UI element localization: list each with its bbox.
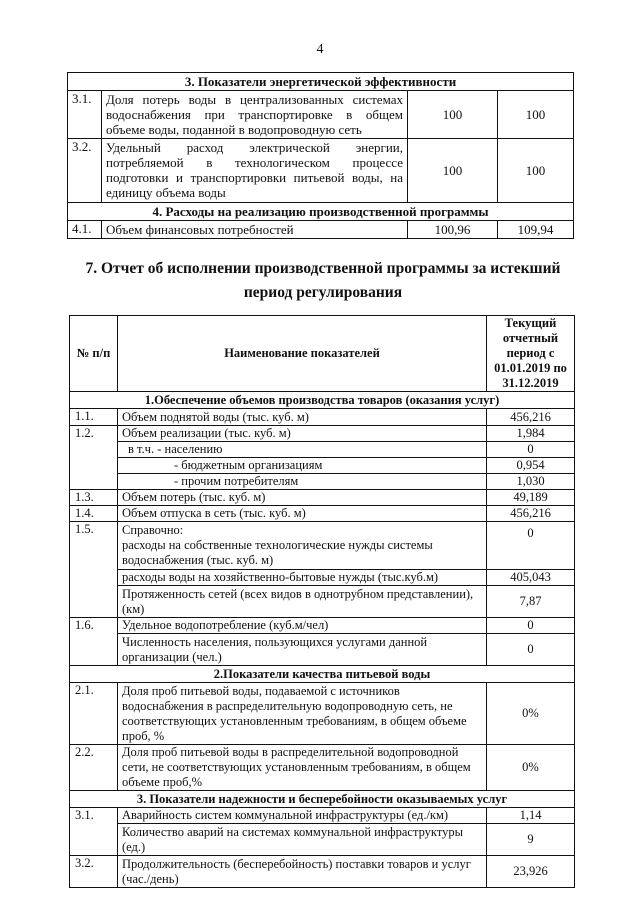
row-text: Доля проб питьевой воды, подаваемой с источников водоснабжения в распределительную водопроводную сеть, не соответствующих установленным требованиям, в общем объеме проб, % bbox=[118, 683, 487, 745]
header-name: Наименование показателей bbox=[118, 316, 487, 392]
row-number: 1.4. bbox=[70, 506, 118, 522]
header-num: № п/п bbox=[70, 316, 118, 392]
row-text-caption: Справочно: bbox=[122, 523, 184, 537]
table-row bbox=[70, 856, 575, 888]
table-row bbox=[68, 221, 574, 239]
section-4-title: 4. Расходы на реализацию производственной программы bbox=[68, 203, 574, 221]
table-row bbox=[70, 474, 575, 490]
row-text: Объем реализации (тыс. куб. м) bbox=[118, 426, 487, 442]
table-row bbox=[70, 409, 575, 426]
energy-efficiency-table bbox=[67, 72, 574, 239]
row-text: Объем потерь (тыс. куб. м) bbox=[118, 490, 487, 506]
row-value: 7,87 bbox=[487, 586, 575, 618]
row-value: 23,926 bbox=[487, 856, 575, 888]
row-text: Протяженность сетей (всех видов в однотрубном представлении), (км) bbox=[118, 586, 487, 618]
row-number: 1.5. bbox=[70, 522, 118, 570]
section-1-header-row bbox=[70, 392, 575, 409]
row-text: Объем отпуска в сеть (тыс. куб. м) bbox=[118, 506, 487, 522]
table-row bbox=[70, 618, 575, 634]
page-number: 4 bbox=[316, 42, 324, 57]
row-text-body: расходы на собственные технологические нужды системы водоснабжения (тыс. куб. м) bbox=[122, 538, 433, 567]
row-number: 1.3. bbox=[70, 490, 118, 506]
row-value-2: 100 bbox=[498, 139, 574, 203]
row-text: Удельное водопотребление (куб.м/чел) bbox=[118, 618, 487, 634]
table-row bbox=[70, 458, 575, 474]
row-value: 0 bbox=[487, 618, 575, 634]
row-value: 0 bbox=[487, 442, 575, 458]
row-value: 456,216 bbox=[487, 409, 575, 426]
table-row bbox=[70, 570, 575, 586]
row-text: в т.ч. - населению bbox=[118, 442, 487, 458]
section-2-header-row bbox=[70, 666, 575, 683]
table-row bbox=[68, 139, 574, 203]
row-text: Доля проб питьевой воды в распределительной водопроводной сети, не соответствующих установленным требованиям, в общем объеме проб,% bbox=[118, 745, 487, 791]
row-value: 0 bbox=[487, 634, 575, 666]
section-3-header-row bbox=[70, 791, 575, 808]
header-row bbox=[70, 316, 575, 392]
table-row bbox=[70, 745, 575, 791]
row-text: Объем финансовых потребностей bbox=[102, 221, 408, 239]
row-value: 0% bbox=[487, 683, 575, 745]
row-value-2: 100 bbox=[498, 91, 574, 139]
table-row bbox=[70, 522, 575, 570]
section-2-title: 2.Показатели качества питьевой воды bbox=[70, 666, 575, 683]
section-1-title: 1.Обеспечение объемов производства товаров (оказания услуг) bbox=[70, 392, 575, 409]
row-value-1: 100 bbox=[408, 139, 498, 203]
row-value: 0% bbox=[487, 745, 575, 791]
row-text: Численность населения, пользующихся услугами данной организации (чел.) bbox=[118, 634, 487, 666]
row-number: 4.1. bbox=[68, 221, 102, 239]
row-value: 1,030 bbox=[487, 474, 575, 490]
table-row bbox=[70, 426, 575, 442]
table-row bbox=[70, 824, 575, 856]
row-number: 3.1. bbox=[70, 808, 118, 824]
section-3-title: 3. Показатели энергетической эффективности bbox=[68, 73, 574, 91]
row-text: - бюджетным организациям bbox=[118, 458, 487, 474]
row-text: Удельный расход электрической энергии, потребляемой в технологическом процессе подготовки и транспортировки питьевой воды, на единицу объема воды bbox=[102, 139, 408, 203]
program-report-table bbox=[69, 315, 575, 888]
row-number: 1.2. bbox=[70, 426, 118, 442]
row-text bbox=[118, 522, 487, 570]
row-value: 0,954 bbox=[487, 458, 575, 474]
row-text: Доля потерь воды в централизованных системах водоснабжения при транспортировке в общем объеме воды, поданной в водопроводную сеть bbox=[102, 91, 408, 139]
table-row bbox=[70, 490, 575, 506]
row-value-1: 100 bbox=[408, 91, 498, 139]
row-number: 3.1. bbox=[68, 91, 102, 139]
row-value: 49,189 bbox=[487, 490, 575, 506]
row-text: Объем поднятой воды (тыс. куб. м) bbox=[118, 409, 487, 426]
row-value: 456,216 bbox=[487, 506, 575, 522]
table-row bbox=[70, 442, 575, 458]
row-text: Количество аварий на системах коммунальной инфраструктуры (ед.) bbox=[118, 824, 487, 856]
table-row bbox=[68, 91, 574, 139]
row-value-2: 109,94 bbox=[498, 221, 574, 239]
table-row bbox=[70, 586, 575, 618]
row-value: 9 bbox=[487, 824, 575, 856]
row-value: 0 bbox=[487, 522, 575, 570]
table-row bbox=[70, 634, 575, 666]
row-number: 2.1. bbox=[70, 683, 118, 745]
row-number: 2.2. bbox=[70, 745, 118, 791]
row-number: 1.6. bbox=[70, 618, 118, 634]
row-text: расходы воды на хозяйственно-бытовые нужды (тыс.куб.м) bbox=[118, 570, 487, 586]
section-heading: 7. Отчет об исполнении производственной программы за истекший период регулирования bbox=[85, 260, 561, 301]
section-4-header-row bbox=[68, 203, 574, 221]
section-3-title: 3. Показатели надежности и бесперебойности оказываемых услуг bbox=[70, 791, 575, 808]
section-3-header-row bbox=[68, 73, 574, 91]
row-value: 1,984 bbox=[487, 426, 575, 442]
header-period: Текущий отчетный период с 01.01.2019 по 31.12.2019 bbox=[487, 316, 575, 392]
row-value-1: 100,96 bbox=[408, 221, 498, 239]
row-number: 3.2. bbox=[68, 139, 102, 203]
table-row bbox=[70, 506, 575, 522]
row-value: 1,14 bbox=[487, 808, 575, 824]
row-text: Аварийность систем коммунальной инфраструктуры (ед./км) bbox=[118, 808, 487, 824]
row-text: Продолжительность (бесперебойность) поставки товаров и услуг (час./день) bbox=[118, 856, 487, 888]
row-number: 3.2. bbox=[70, 856, 118, 888]
row-value: 405,043 bbox=[487, 570, 575, 586]
table-row bbox=[70, 683, 575, 745]
table-row bbox=[70, 808, 575, 824]
row-number: 1.1. bbox=[70, 409, 118, 426]
row-text: - прочим потребителям bbox=[118, 474, 487, 490]
